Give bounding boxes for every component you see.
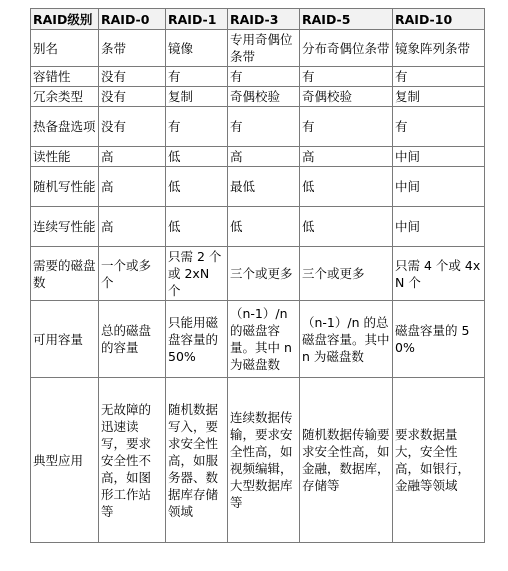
table-cell: 连续数据传输，要求安全性高，如视频编辑，大型数据库等 xyxy=(228,378,300,543)
table-row-read-performance xyxy=(31,147,485,167)
table-cell: 中间 xyxy=(393,207,485,247)
table-row-sequential-write xyxy=(31,207,485,247)
table-cell: 中间 xyxy=(393,167,485,207)
table-cell: 没有 xyxy=(99,107,166,147)
table-cell: 有 xyxy=(166,107,228,147)
table-row-alias xyxy=(31,30,485,67)
table-cell: 条带 xyxy=(99,30,166,67)
table-row-hot-spare xyxy=(31,107,485,147)
header-cell-raid-level: RAID级别 xyxy=(31,9,99,30)
table-cell: 高 xyxy=(99,207,166,247)
row-label: 需要的磁盘数 xyxy=(31,247,99,301)
table-cell: 无故障的迅速读写，要求安全性不高，如图形工作站等 xyxy=(99,378,166,543)
row-label: 热备盘选项 xyxy=(31,107,99,147)
header-cell-raid-1: RAID-1 xyxy=(166,9,228,30)
table-cell: 有 xyxy=(393,107,485,147)
table-cell: 随机数据传输要求安全性高，如金融，数据库，存储等 xyxy=(300,378,393,543)
table-cell: 分布奇偶位条带 xyxy=(300,30,393,67)
table-cell: 低 xyxy=(166,147,228,167)
table-cell: 高 xyxy=(228,147,300,167)
table-row-random-write xyxy=(31,167,485,207)
header-cell-raid-5: RAID-5 xyxy=(300,9,393,30)
raid-comparison-table xyxy=(30,8,485,543)
table-cell: 只需 2 个或 2xN 个 xyxy=(166,247,228,301)
table-cell: 只需 4 个或 4xN 个 xyxy=(393,247,485,301)
table-cell: 有 xyxy=(166,67,228,87)
table-cell: 奇偶校验 xyxy=(300,87,393,107)
table-cell: 低 xyxy=(228,207,300,247)
table-cell: 最低 xyxy=(228,167,300,207)
table-cell: 有 xyxy=(300,107,393,147)
table-cell: 磁盘容量的 50% xyxy=(393,301,485,378)
table-cell: 三个或更多 xyxy=(300,247,393,301)
table-cell: 有 xyxy=(228,107,300,147)
table-cell: 有 xyxy=(228,67,300,87)
header-row xyxy=(31,9,485,30)
table-cell: 要求数据量大，安全性高，如银行，金融等领域 xyxy=(393,378,485,543)
row-label: 可用容量 xyxy=(31,301,99,378)
table-row-disk-count xyxy=(31,247,485,301)
table-cell: （n-1）/n 的磁盘容量。其中 n 为磁盘数 xyxy=(228,301,300,378)
table-cell: 专用奇偶位条带 xyxy=(228,30,300,67)
table-cell: 镜像 xyxy=(166,30,228,67)
table-cell: （n-1）/n 的总磁盘容量。其中 n 为磁盘数 xyxy=(300,301,393,378)
header-cell-raid-10: RAID-10 xyxy=(393,9,485,30)
table-row-usable-capacity xyxy=(31,301,485,378)
table-cell: 复制 xyxy=(166,87,228,107)
table-cell: 复制 xyxy=(393,87,485,107)
table-row-typical-application xyxy=(31,378,485,543)
table-cell: 总的磁盘的容量 xyxy=(99,301,166,378)
row-label: 冗余类型 xyxy=(31,87,99,107)
table-cell: 有 xyxy=(393,67,485,87)
table-cell: 高 xyxy=(300,147,393,167)
table-cell: 低 xyxy=(166,207,228,247)
table-cell: 没有 xyxy=(99,67,166,87)
table-cell: 低 xyxy=(300,207,393,247)
table-cell: 高 xyxy=(99,167,166,207)
row-label: 容错性 xyxy=(31,67,99,87)
table-cell: 只能用磁盘容量的 50% xyxy=(166,301,228,378)
row-label: 别名 xyxy=(31,30,99,67)
table-cell: 一个或多个 xyxy=(99,247,166,301)
header-cell-raid-0: RAID-0 xyxy=(99,9,166,30)
table-cell: 中间 xyxy=(393,147,485,167)
table-cell: 奇偶校验 xyxy=(228,87,300,107)
table-cell: 镜象阵列条带 xyxy=(393,30,485,67)
table-cell: 高 xyxy=(99,147,166,167)
row-label: 连续写性能 xyxy=(31,207,99,247)
table-cell: 低 xyxy=(166,167,228,207)
table-row-fault-tolerance xyxy=(31,67,485,87)
table-cell: 没有 xyxy=(99,87,166,107)
table-cell: 有 xyxy=(300,67,393,87)
row-label: 典型应用 xyxy=(31,378,99,543)
row-label: 读性能 xyxy=(31,147,99,167)
table-row-redundancy-type xyxy=(31,87,485,107)
table-cell: 三个或更多 xyxy=(228,247,300,301)
table-cell: 低 xyxy=(300,167,393,207)
table-cell: 随机数据写入，要求安全性高，如服务器、数据库存储领域 xyxy=(166,378,228,543)
row-label: 随机写性能 xyxy=(31,167,99,207)
header-cell-raid-3: RAID-3 xyxy=(228,9,300,30)
